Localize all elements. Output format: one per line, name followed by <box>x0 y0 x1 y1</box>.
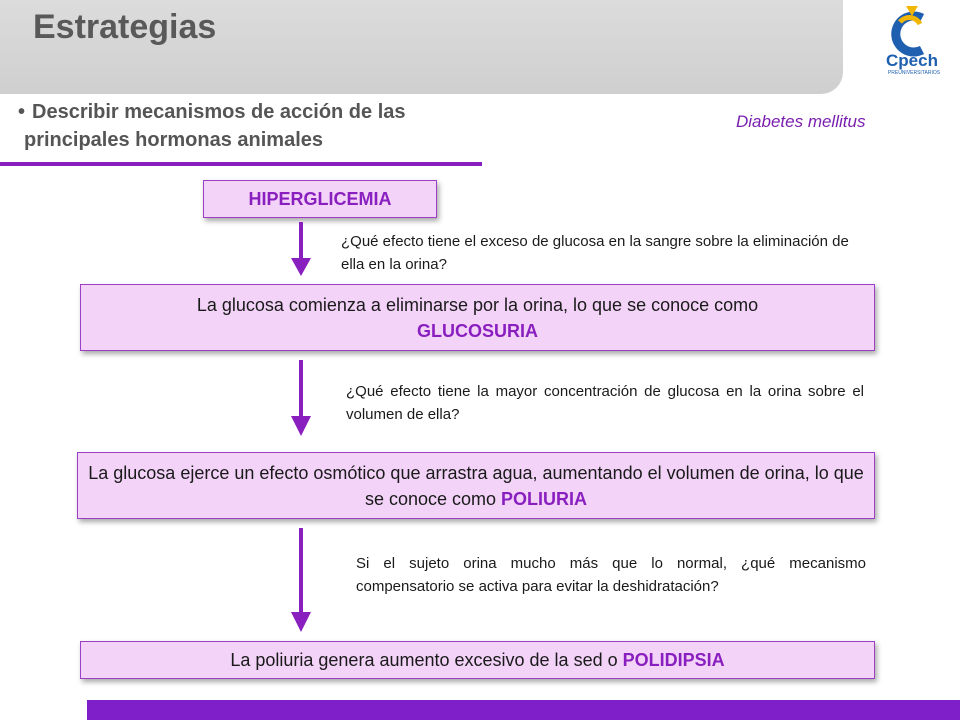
logo-subtext: PREUNIVERSITARIOS <box>887 70 941 76</box>
term-poliuria: POLIURIA <box>501 489 588 509</box>
learning-objective <box>18 98 538 154</box>
objective-underline <box>0 162 482 166</box>
down-arrow-icon <box>290 360 312 436</box>
page-title: Estrategias <box>33 8 217 46</box>
question-3: Si el sujeto orina mucho más que lo normal, ¿qué mecanismo compensatorio se activa para evitar la deshidratación? <box>356 555 866 595</box>
question-1: ¿Qué efecto tiene el exceso de glucosa en la sangre sobre la eliminación de ella en la orina? <box>341 233 849 273</box>
question-2: ¿Qué efecto tiene la mayor concentración de glucosa en la orina sobre el volumen de ella? <box>346 383 864 423</box>
step-glucosuria <box>80 284 875 351</box>
objective-line-2: principales hormonas animales <box>24 129 323 151</box>
step-hiperglicemia: HIPERGLICEMIA <box>203 180 437 218</box>
step-3-text: La glucosa ejerce un efecto osmótico que arrastra agua, aumentando el volumen de orina, lo que se conoce como <box>88 463 864 509</box>
cpech-logo <box>876 4 948 76</box>
bullet-marker: • <box>18 101 26 123</box>
term-glucosuria: GLUCOSURIA <box>417 321 538 341</box>
topic-label: Diabetes mellitus <box>736 112 866 131</box>
step-polidipsia <box>80 641 875 679</box>
step-4-text: La poliuria genera aumento excesivo de la sed o <box>230 650 618 670</box>
down-arrow-icon <box>290 528 312 632</box>
term-polidipsia: POLIDIPSIA <box>622 650 725 670</box>
step-2-text: La glucosa comienza a eliminarse por la orina, lo que se conoce como <box>196 295 759 315</box>
down-arrow-icon <box>290 222 312 276</box>
logo-text: Cpech <box>886 51 938 70</box>
step-poliuria <box>77 452 875 519</box>
footer-bar <box>87 700 960 720</box>
objective-line-1: Describir mecanismos de acción de las <box>32 101 406 123</box>
